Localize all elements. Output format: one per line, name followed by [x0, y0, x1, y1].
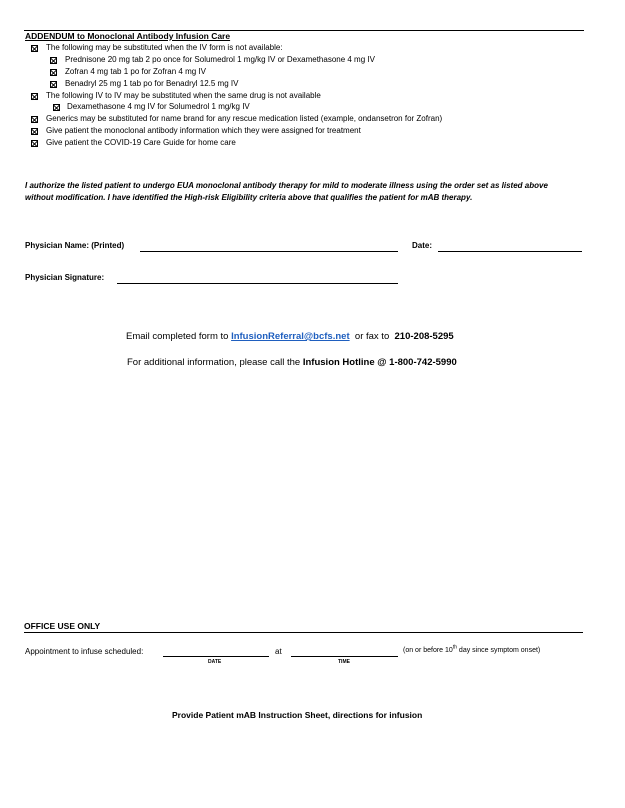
checkbox-checked-icon — [50, 81, 57, 88]
note-sup: th — [452, 644, 457, 651]
physician-signature-label: Physician Signature: — [25, 273, 105, 282]
physician-signature-field[interactable] — [117, 283, 398, 284]
list-item: Give patient the monoclonal antibody information which they were assigned for treatment — [46, 126, 361, 135]
checkbox-checked-icon — [53, 104, 60, 111]
fax-prefix: or fax to — [354, 331, 390, 342]
physician-name-field[interactable] — [140, 251, 398, 252]
appointment-note — [403, 644, 541, 654]
appointment-label: Appointment to infuse scheduled: — [25, 647, 144, 656]
office-use-header: OFFICE USE ONLY — [24, 621, 101, 631]
appointment-time-field[interactable] — [291, 656, 398, 657]
addendum-title: ADDENDUM to Monoclonal Antibody Infusion Care — [25, 31, 231, 41]
list-item: Give patient the COVID-19 Care Guide for home care — [46, 138, 236, 147]
checkbox-checked-icon — [31, 45, 38, 52]
list-item: Dexamethasone 4 mg IV for Solumedrol 1 mg/kg IV — [67, 102, 250, 111]
list-item: Benadryl 25 mg 1 tab po for Benadryl 12.5 mg IV — [65, 79, 239, 88]
checkbox-checked-icon — [31, 140, 38, 147]
list-item: The following may be substituted when the IV form is not available: — [46, 43, 283, 52]
hotline-prefix: For additional information, please call the — [127, 357, 301, 368]
list-item: Zofran 4 mg tab 1 po for Zofran 4 mg IV — [65, 67, 206, 76]
fax-number: 210-208-5295 — [394, 331, 454, 342]
at-label: at — [275, 647, 282, 656]
checkbox-checked-icon — [50, 69, 57, 76]
hotline-number: Infusion Hotline @ 1-800-742-5990 — [302, 357, 457, 368]
checkbox-checked-icon — [31, 128, 38, 135]
footer-instruction: Provide Patient mAB Instruction Sheet, directions for infusion — [172, 710, 423, 720]
authorization-statement: I authorize the listed patient to undergo EUA monoclonal antibody therapy for mild to moderate illness using the order set as listed above without modification. I have identified the High-risk Eligibility criteria above that qualifies the patient for mAB therapy. — [25, 181, 548, 202]
note-prefix: (on or before 10 — [403, 647, 453, 654]
appointment-date-field[interactable] — [163, 656, 269, 657]
date-field[interactable] — [438, 251, 582, 252]
checkbox-checked-icon — [31, 116, 38, 123]
list-item: Generics may be substituted for name brand for any rescue medication listed (example, ondansetron for Zofran) — [46, 114, 443, 123]
email-link[interactable]: InfusionReferral@bcfs.net — [231, 331, 350, 342]
physician-name-label: Physician Name: (Printed) — [25, 241, 125, 250]
list-item: Prednisone 20 mg tab 2 po once for Solumedrol 1 mg/kg IV or Dexamethasone 4 mg IV — [65, 55, 375, 64]
office-use-rule — [24, 632, 583, 633]
hotline-line — [127, 357, 457, 368]
note-suffix: day since symptom onset) — [456, 647, 541, 654]
checkbox-checked-icon — [31, 93, 38, 100]
email-line — [126, 331, 454, 342]
checkbox-checked-icon — [50, 57, 57, 64]
list-item: The following IV to IV may be substituted when the same drug is not available — [46, 91, 321, 100]
date-caption: DATE — [208, 659, 222, 665]
email-prefix: Email completed form to — [126, 331, 229, 342]
date-label: Date: — [412, 241, 433, 250]
time-caption: TIME — [338, 659, 350, 665]
